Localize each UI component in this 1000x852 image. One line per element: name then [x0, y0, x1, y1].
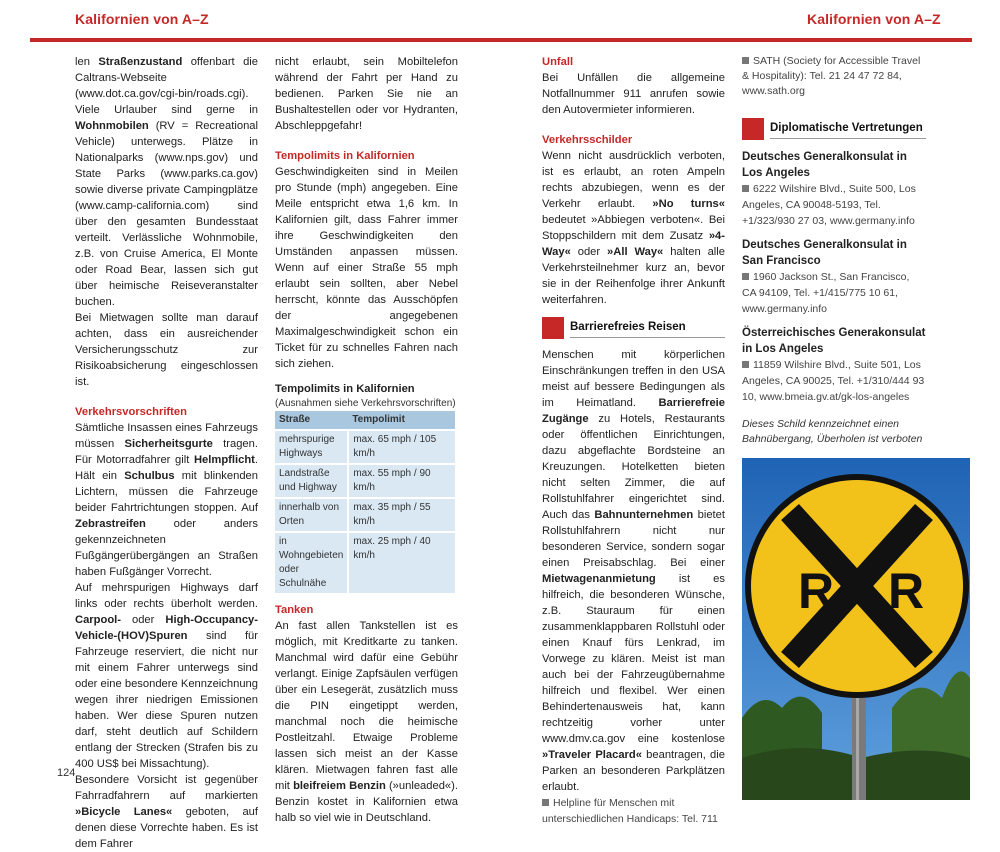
column-4 [742, 54, 926, 447]
heading-diplomatische-vertretungen: Diplomatische Vertretungen [770, 120, 926, 139]
paragraph-road-conditions: len Straßenzustand offenbart die Caltrans-Webseite (www.dot.ca.gov/cgi-bin/roads.cgi). [75, 56, 258, 100]
table-header-cell: Tempolimit [348, 411, 455, 430]
table-subtitle: (Ausnahmen siehe Verkehrsvorschriften) [275, 398, 456, 409]
table-header-row [275, 411, 455, 430]
section-header-diplomatisch [742, 118, 926, 140]
section-marker [542, 317, 564, 339]
table-row [275, 430, 455, 464]
photo-caption: Dieses Schild kennzeichnet einen Bahnübergang, Überholen ist verboten [742, 418, 923, 445]
consulate-info: 6222 Wilshire Blvd., Suite 500, Los Angeles, CA 90048-5193, Tel. +1/323/930 27 03, www.germany.info [742, 183, 916, 227]
table-cell: mehrspurige Highways [275, 430, 348, 464]
column-2 [275, 54, 458, 826]
paragraph-speed: Geschwindigkeiten sind in Meilen pro Stunde (mph) angegeben. Eine Meile entspricht etwa 1,6 km. In Kalifornien gilt, dass Fahrer immer ihre Geschwindigkeiten den Umständen anpassen müssen. Wenn auf einer Straße 55 mph erlaubt sein sollten, aber Nebel herrscht, könnte das Ausschöpfen der angegebenen Maximalgeschwindigkeit schon ein Ticket für zu schnelles Fahren nach sich ziehen. [275, 166, 458, 370]
paragraph-accident: Bei Unfällen die allgemeine Notfallnummer 911 anrufen sowie den Autovermieter informieren. [542, 72, 725, 116]
info-square-icon [742, 361, 749, 368]
consulate-info: 1960 Jackson St., San Francisco, CA 94109, Tel. +1/415/775 10 61, www.germany.info [742, 271, 910, 315]
consulate-title: Deutsches Generalkonsulat in Los Angeles [742, 151, 907, 179]
info-square-icon [542, 799, 549, 806]
paragraph-insurance: Bei Mietwagen sollte man darauf achten, dass ein ausreichender Versicherungsschutz zur Risikoabsicherung eingeschlossen ist. [75, 312, 258, 388]
table-cell: Landstraße und Highway [275, 464, 348, 498]
info-square-icon [742, 273, 749, 280]
sign-letter-right: R [888, 563, 925, 619]
heading-tanken: Tanken [275, 604, 314, 616]
table-row [275, 464, 455, 498]
paragraph-fuel: An fast allen Tankstellen ist es möglich, mit Kreditkarte zu tanken. Manchmal wird dafür eine Gebühr verlangt. Einige Zapfsäulen verfügen über ein Lesegerät, zusätzlich muss die PIN eingetippt werden, manchmal noch die heimische Postleitzahl. Etwaige Probleme lassen sich meist an der Kasse klären. Mietwagen fahren fast alle mit bleifreiem Benzin (»unleaded«). Benzin kostet in Kalifornien etwa halb so viel wie in Deutschland. [275, 620, 458, 824]
speed-limit-table [275, 411, 455, 593]
header-rule [30, 38, 972, 42]
table-row [275, 532, 455, 593]
section-marker [742, 118, 764, 140]
paragraph-bicycle: Besondere Vorsicht ist gegenüber Fahrradfahrern auf markierten »Bicycle Lanes« geboten, auf denen diese Vorrechte haben. Es ist dem Fahrer [75, 774, 258, 850]
consulate-title: Österreichisches Generakonsulat in Los Angeles [742, 327, 926, 355]
column-1 [75, 54, 258, 852]
sign-post-highlight [856, 698, 859, 800]
paragraph-accessibility: Menschen mit körperlichen Einschränkungen treffen in den USA meist auf bessere Bedingungen als im Heimatland. Barrierefreie Zugänge zu Hotels, Restaurants oder öffentlichen Einrichtungen, dazu abgeflachte Bordsteine an Kreuzungen. Hotelketten bieten nicht selten Zimmer, die auf Rollstuhlfahrer eingerichtet sind. Auch das Bahnunternehmen bietet Rollstuhlfahrern nicht nur besonderen Service, sondern sogar einen Preisabschlag. Bei einer Mietwagenanmietung ist es hilfreich, die besonderen Wünsche, z.B. Stauraum für einen zusammenklappbaren Rollstuhl oder einen Knauf fürs Lenkrad, im Vorwege zu klären. Meist ist man auch bei der Fahrzeugübernahme hilfreich und flexibel. Wer einen Behindertenausweis hat, kann rechtzeitig vorher unter www.dmv.ca.gov eine kostenlose »Traveler Placard« beantragen, die Parken an besonderen Parkplätzen erlaubt. [542, 349, 725, 793]
section-header-barrierefrei [542, 317, 725, 339]
table-row [275, 498, 455, 532]
table-cell: max. 35 mph / 55 km/h [348, 498, 455, 532]
table-title: Tempolimits in Kalifornien [275, 383, 415, 395]
paragraph-phone: nicht erlaubt, sein Mobiltelefon während der Fahrt per Hand zu bedienen. Parken Sie nie an Bushaltestellen oder vor Hydranten, Abschleppgefahr! [275, 56, 458, 132]
heading-verkehrsschilder: Verkehrsschilder [542, 134, 633, 146]
consulate-info: 11859 Wilshire Blvd., Suite 501, Los Angeles, CA 90025, Tel. +1/310/444 93 10, www.bmeia.gv.at/gk-los-angeles [742, 359, 925, 403]
paragraph-carpool: Auf mehrspurigen Highways darf links oder rechts überholt werden. Carpool- oder High-Occupancy-Vehicle-(HOV)Spuren sind für Fahrzeuge reserviert, die nicht nur mit einem Fahrer unterwegs sind oder eine besondere Kennzeichnung wegen ihrer niedrigen Emissionen haben. Wer diese Spuren nutzen darf, steht deutlich auf Schildern entlang der Strecken (Strafen bis zu 400 US$ bei Missachtung). [75, 582, 258, 770]
running-header-right: Kalifornien von A–Z [807, 11, 941, 27]
consulate-title: Deutsches Generalkonsulat in San Francisco [742, 239, 907, 267]
table-header-cell: Straße [275, 411, 348, 430]
info-sath: SATH (Society for Accessible Travel & Hospitality): Tel. 21 24 47 72 84, www.sath.org [742, 55, 921, 97]
heading-verkehrsvorschriften: Verkehrsvorschriften [75, 406, 187, 418]
heading-barrierefreies-reisen: Barrierefreies Reisen [570, 319, 725, 338]
info-square-icon [742, 57, 749, 64]
sign-letter-left: R [798, 563, 835, 619]
paragraph-signs: Wenn nicht ausdrücklich verboten, ist es erlaubt, an roten Ampeln rechts abzubiegen, wenn es der Verkehr erlaubt. »No turns« bedeutet »Abbiegen verboten«. Bei Stoppschildern mit dem Zusatz »4-Way« oder »All Way« halten alle Verkehrsteilnehmer kurz an, bevor sie in der Reihenfolge ihrer Ankunft weiterfahren. [542, 150, 726, 306]
paragraph-seatbelts: Sämtliche Insassen eines Fahrzeugs müssen Sicherheitsgurte tragen. Für Motorradfahrer gilt Helmpflicht. Hält ein Schulbus mit blinkenden Lichtern, müssen die Fahrzeuge beider Fahrtrichtungen stoppen. Auf Zebrastreifen oder anders gekennzeichneten Fußgängerübergängen an Straßen haben Fußgänger Vorrecht. [75, 422, 258, 578]
info-square-icon [742, 185, 749, 192]
table-cell: innerhalb von Orten [275, 498, 348, 532]
table-cell: max. 65 mph / 105 km/h [348, 430, 455, 464]
paragraph-rv: Viele Urlauber sind gerne in Wohnmobilen (RV = Recreational Vehicle) unterwegs. Plätze in Nationalparks (www.nps.gov) und State Parks (www.parks.ca.gov) sowie diverse private Campingplätze (www.camp-california.com) sind über den gesamten Bundesstaat verteilt. Verlässliche Wohnmobile, z.B. von Cruise America, El Monte oder Road Bear, lassen sich gut über heimische Reiseveranstalter buchen. [75, 104, 258, 308]
table-cell: max. 55 mph / 90 km/h [348, 464, 455, 498]
running-header-left: Kalifornien von A–Z [75, 11, 209, 27]
info-helpline: Helpline für Menschen mit unterschiedlichen Handicaps: Tel. 711 [542, 797, 718, 825]
table-cell: in Wohngebieten oder Schulnähe [275, 532, 348, 593]
column-3 [542, 54, 725, 827]
page-number: 124 [57, 767, 76, 779]
heading-unfall: Unfall [542, 56, 574, 68]
railroad-crossing-photo [742, 458, 970, 800]
table-cell: max. 25 mph / 40 km/h [348, 532, 455, 593]
heading-tempolimits: Tempolimits in Kalifornien [275, 150, 415, 162]
